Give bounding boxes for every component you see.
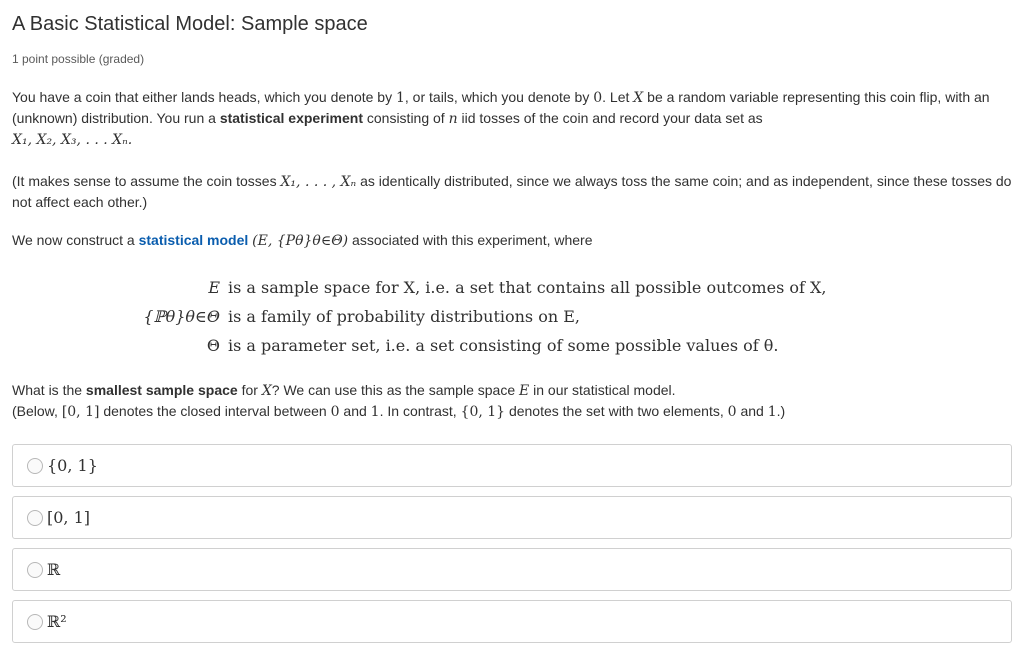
definition-row: Θ is a parameter set, i.e. a set consisting of some possible values of θ. [206, 336, 779, 355]
radio-button[interactable] [27, 458, 43, 474]
radio-button[interactable] [27, 614, 43, 630]
bold-statistical-experiment: statistical experiment [219, 110, 363, 126]
choice-option-4[interactable] [12, 600, 1012, 643]
model-math: (E, {Pθ}θ∈Θ) [252, 233, 349, 249]
points-possible: 1 point possible (graded) [12, 52, 145, 66]
model-paragraph: We now construct a statistical model (E, {Pθ}θ∈Θ) associated with this experiment, where [12, 232, 593, 249]
answer-choices [12, 444, 1012, 643]
choice-label: ℝ [47, 560, 61, 579]
definition-row: E is a sample space for X, i.e. a set that contains all possible outcomes of X, [208, 278, 827, 297]
assumption-paragraph: (It makes sense to assume the coin tosses X₁, . . . , Xₙ as identically distributed, since we always toss the same coin; and as independent, since these tosses do not affect each other.) [12, 173, 1012, 210]
definitions-block [142, 273, 1012, 360]
radio-button[interactable] [27, 510, 43, 526]
statistical-model-term: statistical model [138, 232, 249, 248]
choice-label: [0, 1] [47, 508, 91, 527]
choice-option-1[interactable] [12, 444, 1012, 487]
radio-button[interactable] [27, 562, 43, 578]
problem-title: A Basic Statistical Model: Sample space [12, 13, 368, 35]
choice-option-3[interactable] [12, 548, 1012, 591]
choice-label: {0, 1} [47, 456, 98, 475]
question-paragraph: What is the smallest sample space for X? We can use this as the sample space E in our statistical model. (Below, [0, 1] denotes the closed interval between 0 and 1. In contrast, {0, 1} denotes the set with two elements, 0 and 1.) [12, 382, 786, 420]
definition-row: {ℙθ}θ∈Θ is a family of probability distributions on E, [143, 307, 581, 326]
choice-option-2[interactable] [12, 496, 1012, 539]
intro-paragraph: You have a coin that either lands heads, which you denote by 1, or tails, which you denote by 0. Let X be a random variable representing this coin flip, with an (unknown) distribution. You run a statistical experiment consisting of n iid tosses of the coin and record your data set as X₁, X₂, X₃, . . . Xₙ. [12, 89, 990, 148]
choice-label: ℝ² [47, 612, 67, 631]
data-set-math: X₁, X₂, X₃, . . . Xₙ. [12, 132, 133, 148]
